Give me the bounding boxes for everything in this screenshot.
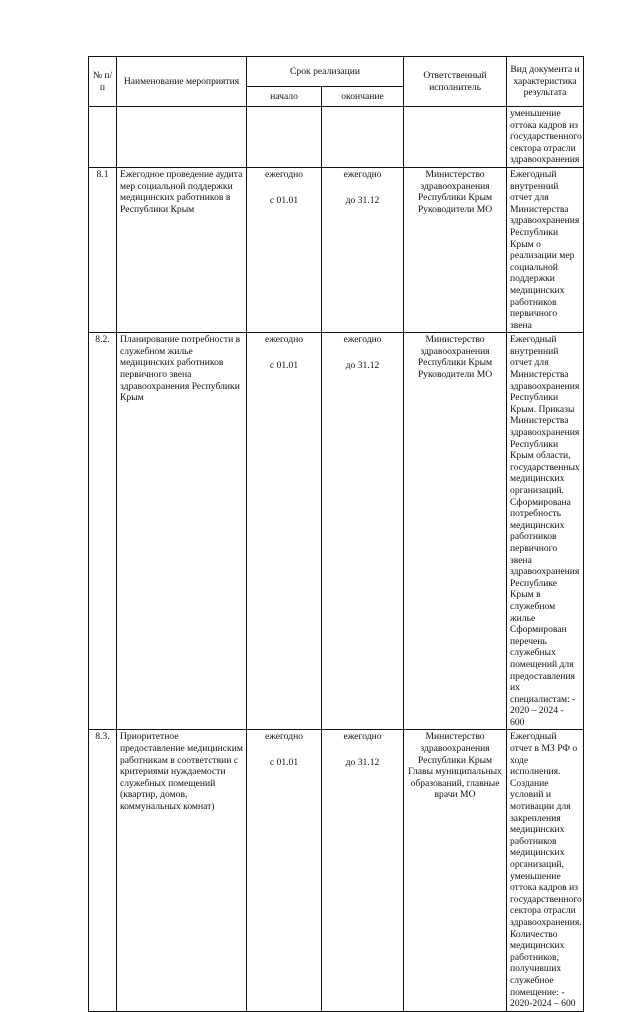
row-result: Ежегодный отчет в МЗ РФ о ходе исполнения. Создание условий и мотивации для закрепления медицинских работников медицинских организаций, уменьшение оттока кадров из государственного сектора отрасли здравоохранения. Количество медицинских работников, получивших служебное помещение: - 2020-2024 – 600 xyxy=(507,730,584,1011)
row-num: 8.1 xyxy=(89,167,117,332)
row-num xyxy=(89,107,117,168)
header-period: Срок реализации xyxy=(247,57,404,87)
start-date: с 01.01 xyxy=(269,757,299,769)
start-date: с 01.01 xyxy=(269,194,299,206)
table-row xyxy=(89,167,584,332)
row-result: уменьшение оттока кадров из государственного сектора отрасли здравоохранения xyxy=(507,107,584,168)
row-start xyxy=(247,730,322,1011)
row-result: Ежегодный внутренний отчет для Министерства здравоохранения Республики Крым. Приказы Министерства здравоохранения Республики Крым области, государственных медицинских организаций. Сформирована потребность медицинских работников первичного звена здравоохранения Республике Крым в служебном жилье Сформирован перечень служебных помещений для предоставления их специалистам: - 2020 – 2024 - 600 xyxy=(507,333,584,730)
header-num: № п/п xyxy=(89,57,117,107)
header-start: начало xyxy=(247,87,322,107)
row-end xyxy=(322,730,404,1011)
table-row xyxy=(89,107,584,168)
row-name: Ежегодное проведение аудита мер социальной поддержки медицинских работников в Республики Крым xyxy=(117,167,247,332)
row-name: Приоритетное предоставление медицинским работникам в соответствии с критериями нуждаемости служебных помещений (квартир, домов, коммунальных комнат) xyxy=(117,730,247,1011)
start-frequency: ежегодно xyxy=(264,168,304,180)
row-responsible: Министерство здравоохранения Республики Крым Главы муниципальных образований, главные врачи МО xyxy=(404,730,507,1011)
row-num: 8.2. xyxy=(89,333,117,730)
header-row xyxy=(89,57,584,87)
row-end xyxy=(322,107,404,168)
row-responsible xyxy=(404,107,507,168)
header-name: Наименование мероприятия xyxy=(117,57,247,107)
end-date: до 31.12 xyxy=(345,757,380,769)
row-responsible: Министерство здравоохранения Республики Крым Руководители МО xyxy=(404,167,507,332)
row-end xyxy=(322,167,404,332)
start-frequency: ежегодно xyxy=(264,334,304,346)
header-end: окончание xyxy=(322,87,404,107)
row-start xyxy=(247,167,322,332)
row-start xyxy=(247,107,322,168)
end-frequency: ежегодно xyxy=(343,731,382,743)
row-name: Планирование потребности в служебном жилье медицинских работников первичного звена здравоохранения Республики Крым xyxy=(117,333,247,730)
measures-table xyxy=(88,56,584,1012)
end-frequency: ежегодно xyxy=(343,334,382,346)
row-responsible: Министерство здравоохранения Республики Крым Руководители МО xyxy=(404,333,507,730)
row-result: Ежегодный внутренний отчет для Министерства здравоохранения Республики Крым о реализации мер социальной поддержки медицинских работников первичного звена xyxy=(507,167,584,332)
row-num: 8.3. xyxy=(89,730,117,1011)
row-start xyxy=(247,333,322,730)
end-frequency: ежегодно xyxy=(343,168,382,180)
start-date: с 01.01 xyxy=(269,359,299,371)
start-frequency: ежегодно xyxy=(264,731,304,743)
table-row xyxy=(89,730,584,1011)
end-date: до 31.12 xyxy=(345,359,380,371)
row-end xyxy=(322,333,404,730)
header-result: Вид документа и характеристика результата xyxy=(507,57,584,107)
end-date: до 31.12 xyxy=(345,194,380,206)
row-name xyxy=(117,107,247,168)
header-responsible: Ответственный исполнитель xyxy=(404,57,507,107)
table-row xyxy=(89,333,584,730)
